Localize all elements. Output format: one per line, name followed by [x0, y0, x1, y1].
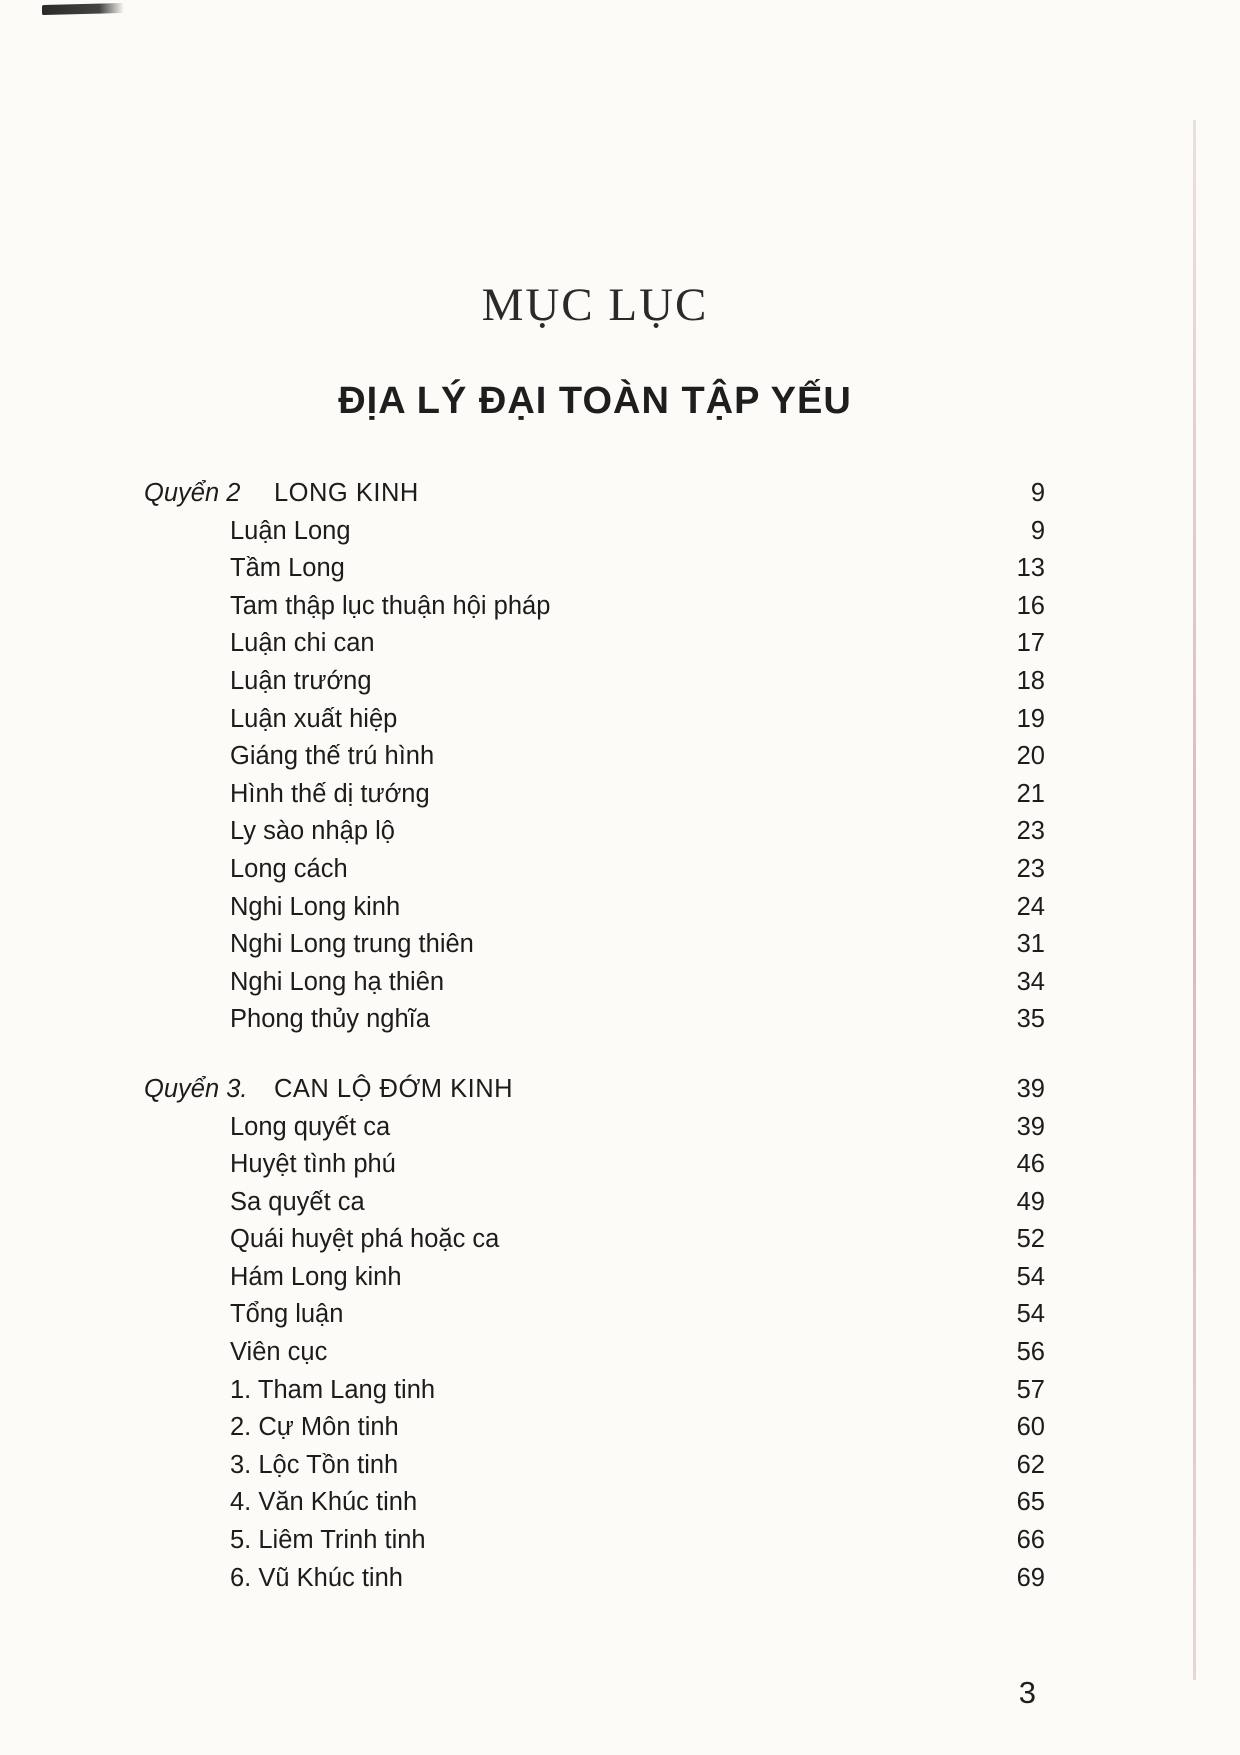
page-number: 54: [1016, 1262, 1045, 1291]
page-number: 20: [1016, 742, 1045, 771]
entry-label: Tam thập lục thuận hội pháp: [230, 591, 551, 620]
entry-label: 3. Lộc Tồn tinh: [230, 1450, 399, 1479]
entry-label: Luận Long: [230, 516, 351, 545]
toc-entry[interactable]: [140, 1221, 1045, 1259]
page-number: 65: [1016, 1488, 1045, 1517]
toc-entry[interactable]: [140, 1109, 1045, 1147]
toc-entry[interactable]: [140, 1560, 1045, 1598]
entry-label: Nghi Long kinh: [230, 892, 401, 921]
toc-section-heading: [140, 1071, 1045, 1109]
entry-label: 2. Cự Môn tinh: [230, 1413, 399, 1442]
entry-label: Sa quyết ca: [230, 1187, 365, 1216]
scan-edge-mark: [42, 3, 124, 15]
entry-label: 1. Tham Lang tinh: [230, 1375, 436, 1404]
entry-label: Nghi Long hạ thiên: [230, 967, 445, 996]
table-of-contents: [140, 475, 1045, 1597]
page-number: 18: [1016, 666, 1045, 695]
page-title: MỤC LỤC: [481, 279, 709, 331]
page-number: 57: [1016, 1375, 1045, 1404]
page-number: 52: [1016, 1225, 1045, 1254]
page-number: 56: [1016, 1338, 1045, 1367]
page-number: 69: [1016, 1563, 1045, 1592]
page-number: 54: [1016, 1300, 1045, 1329]
toc-entry[interactable]: [140, 550, 1045, 588]
toc-section-heading: [140, 475, 1045, 513]
page-number: 39: [1016, 1112, 1045, 1141]
page-number: 21: [1016, 779, 1045, 808]
entry-label: Giáng thế trú hình: [230, 742, 435, 771]
page-number: 34: [1016, 967, 1045, 996]
page-number: 66: [1016, 1526, 1045, 1555]
entry-label: Phong thủy nghĩa: [230, 1005, 430, 1034]
toc-entry[interactable]: [140, 1259, 1045, 1297]
toc-entry[interactable]: [140, 1484, 1045, 1522]
page-number: 17: [1016, 629, 1045, 658]
volume-number: Quyển 3.: [144, 1074, 248, 1103]
entry-label: 5. Liêm Trinh tinh: [230, 1526, 426, 1555]
toc-entry[interactable]: [140, 926, 1045, 964]
toc-entry[interactable]: [140, 625, 1045, 663]
volume-number: Quyển 2: [144, 479, 241, 507]
entry-label: Luận xuất hiệp: [230, 704, 398, 733]
entry-label: Nghi Long trung thiên: [230, 930, 474, 959]
entry-label: Long quyết ca: [230, 1112, 391, 1141]
toc-entry[interactable]: [140, 813, 1045, 851]
volume-name: CAN LỘ ĐỚM KINH: [274, 1074, 514, 1103]
toc-entry[interactable]: [140, 1372, 1045, 1410]
toc-entry[interactable]: [140, 513, 1045, 551]
toc-entry[interactable]: [140, 1001, 1045, 1039]
volume-name: LONG KINH: [274, 479, 419, 507]
page-edge-shadow: [1193, 120, 1196, 1680]
entry-label: Quái huyệt phá hoặc ca: [230, 1225, 500, 1254]
toc-entry[interactable]: [140, 663, 1045, 701]
entry-label: Hình thế dị tướng: [230, 779, 430, 808]
page-number: 9: [1030, 479, 1045, 507]
page-number: 19: [1016, 704, 1045, 733]
page-number: 31: [1016, 930, 1045, 959]
page-number: 23: [1016, 817, 1045, 846]
entry-label: Luận chi can: [230, 629, 375, 658]
book-subtitle: ĐỊA LÝ ĐẠI TOÀN TẬP YẾU: [338, 380, 852, 422]
entry-label: 6. Vũ Khúc tinh: [230, 1563, 403, 1592]
page-number: 23: [1016, 854, 1045, 883]
page-number: 13: [1016, 554, 1045, 583]
page-number: 16: [1016, 591, 1045, 620]
entry-label: Long cách: [230, 854, 348, 883]
page-number: 49: [1016, 1187, 1045, 1216]
toc-entry[interactable]: [140, 1409, 1045, 1447]
toc-section-quyen-3: [140, 1071, 1045, 1597]
entry-label: Ly sào nhập lộ: [230, 817, 395, 846]
entry-label: Huyệt tình phú: [230, 1150, 396, 1179]
page-number: 24: [1016, 892, 1045, 921]
entry-label: Tổng luận: [230, 1300, 344, 1329]
entry-label: 4. Văn Khúc tinh: [230, 1488, 418, 1517]
toc-entry[interactable]: [140, 964, 1045, 1002]
toc-entry[interactable]: [140, 588, 1045, 626]
toc-entry[interactable]: [140, 889, 1045, 927]
page-number: 39: [1016, 1074, 1045, 1103]
toc-entry[interactable]: [140, 851, 1045, 889]
toc-entry[interactable]: [140, 1184, 1045, 1222]
page-number: 35: [1016, 1005, 1045, 1034]
folio-page-number: 3: [1018, 1675, 1036, 1710]
page-number: 60: [1016, 1413, 1045, 1442]
toc-entry[interactable]: [140, 1522, 1045, 1560]
page-number: 46: [1016, 1150, 1045, 1179]
page-number: 9: [1030, 516, 1045, 545]
toc-entry[interactable]: [140, 1296, 1045, 1334]
toc-entry[interactable]: [140, 701, 1045, 739]
toc-entry[interactable]: [140, 1146, 1045, 1184]
toc-entry[interactable]: [140, 1334, 1045, 1372]
toc-entry[interactable]: [140, 738, 1045, 776]
entry-label: Tầm Long: [230, 554, 345, 583]
toc-section-quyen-2: [140, 475, 1045, 1039]
toc-entry[interactable]: [140, 776, 1045, 814]
entry-label: Viên cục: [230, 1338, 328, 1367]
toc-entry[interactable]: [140, 1447, 1045, 1485]
page-number: 62: [1016, 1450, 1045, 1479]
entry-label: Hám Long kinh: [230, 1262, 402, 1291]
entry-label: Luận trướng: [230, 666, 372, 695]
